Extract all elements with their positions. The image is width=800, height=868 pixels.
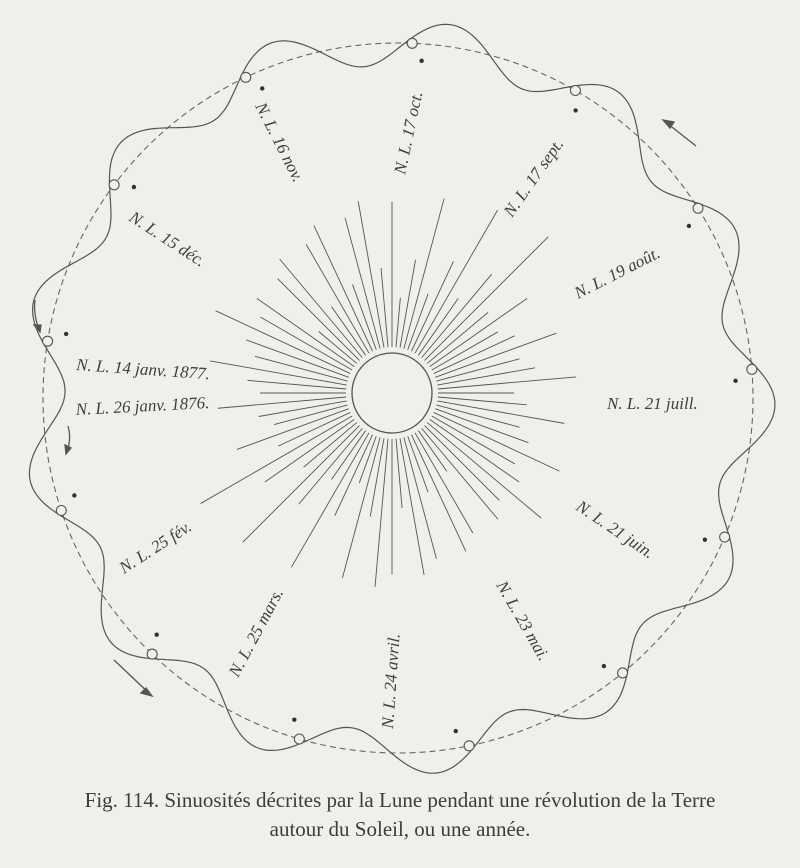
sun-ray bbox=[437, 401, 564, 423]
label-24-avril: N. L. 24 avril. bbox=[378, 632, 404, 730]
earth-position-marker bbox=[720, 532, 730, 542]
label-25-mars: N. L. 25 mars. bbox=[224, 585, 288, 680]
sun-ray bbox=[432, 416, 515, 464]
sun-ray bbox=[257, 298, 354, 366]
sun-ray bbox=[425, 237, 549, 361]
earth-position-marker bbox=[294, 734, 304, 744]
new-moon-dot bbox=[64, 332, 68, 336]
new-moon-dot bbox=[703, 537, 707, 541]
sun-ray bbox=[299, 428, 363, 504]
sun-ray bbox=[411, 435, 465, 552]
label-16-nov: N. L. 16 nov. bbox=[251, 99, 308, 185]
earth-position-marker bbox=[43, 336, 53, 346]
new-moon-dot bbox=[155, 633, 159, 637]
sun-ray bbox=[306, 244, 369, 353]
earth-position-marker bbox=[464, 741, 474, 751]
label-17-oct: N. L. 17 oct. bbox=[390, 89, 427, 176]
sun-ray bbox=[218, 397, 346, 408]
label-26-janv-1876: N. L. 26 janv. 1876. bbox=[75, 393, 210, 419]
label-19-aout: N. L. 19 août. bbox=[571, 243, 664, 303]
sun-ray bbox=[352, 284, 376, 349]
label-23-mai: N. L. 23 mai. bbox=[492, 577, 554, 664]
sun-ray bbox=[396, 298, 400, 348]
earth-position-marker bbox=[693, 203, 703, 213]
sun-ray bbox=[430, 419, 519, 482]
sun-ray bbox=[274, 405, 348, 425]
sun-ray bbox=[404, 437, 437, 558]
label-21-juill: N. L. 21 juill. bbox=[607, 394, 698, 413]
earth-position-marker bbox=[618, 668, 628, 678]
new-moon-dot bbox=[72, 493, 76, 497]
sun-ray bbox=[425, 426, 500, 501]
new-moon-dot bbox=[602, 664, 606, 668]
sun-ray bbox=[435, 333, 556, 377]
new-moon-dot bbox=[419, 59, 423, 63]
sun-ray bbox=[278, 279, 360, 361]
sun-ray bbox=[246, 340, 349, 377]
sun-ray bbox=[404, 199, 444, 349]
earth-position-marker bbox=[147, 649, 157, 659]
arrow-icon bbox=[141, 688, 152, 696]
sun-ray bbox=[331, 306, 365, 355]
sun-ray bbox=[427, 423, 541, 519]
sun-ray bbox=[331, 431, 365, 480]
sun-disc bbox=[352, 353, 432, 433]
new-moon-dot bbox=[132, 185, 136, 189]
sun-ray bbox=[400, 438, 424, 575]
sun-ray bbox=[396, 439, 402, 508]
earth-position-marker bbox=[56, 506, 66, 516]
sun-ray bbox=[319, 331, 357, 363]
sun-ray bbox=[422, 274, 492, 358]
label-25-fev: N. L. 25 fév. bbox=[115, 516, 195, 578]
label-17-sept: N. L. 17 sept. bbox=[499, 135, 568, 221]
sun-ray bbox=[418, 431, 447, 472]
sun-ray bbox=[243, 426, 360, 543]
arrow-icon bbox=[65, 445, 71, 454]
sun-ray bbox=[210, 361, 347, 385]
sun-ray bbox=[438, 377, 576, 389]
sun-ray bbox=[427, 312, 488, 363]
earth-position-marker bbox=[747, 364, 757, 374]
new-moon-dot bbox=[454, 729, 458, 733]
earth-position-marker bbox=[407, 38, 417, 48]
sun-ray bbox=[265, 419, 354, 482]
new-moon-dot bbox=[687, 224, 691, 228]
caption-line-1: Fig. 114. Sinuosités décrites par la Lune pendant une révolution de la Terre bbox=[84, 788, 716, 812]
figure-caption bbox=[0, 786, 800, 844]
label-14-janv-1877: N. L. 14 janv. 1877. bbox=[75, 355, 211, 384]
sun-ray bbox=[201, 416, 353, 504]
earth-position-marker bbox=[570, 86, 580, 96]
sun-ray bbox=[422, 428, 498, 519]
caption-line-2: autour du Soleil, ou une année. bbox=[269, 817, 531, 841]
sun-ray bbox=[375, 439, 388, 587]
sun-ray bbox=[358, 201, 384, 347]
new-moon-dot bbox=[573, 108, 577, 112]
sun-ray bbox=[434, 336, 515, 374]
sun-ray bbox=[291, 433, 369, 567]
new-moon-dot bbox=[260, 86, 264, 90]
new-moon-dot bbox=[733, 379, 737, 383]
earth-position-marker bbox=[109, 180, 119, 190]
label-15-dec: N. L. 15 déc. bbox=[125, 207, 210, 271]
sun-ray bbox=[430, 298, 527, 366]
label-21-juin: N. L. 21 juin. bbox=[572, 496, 658, 563]
sun-ray bbox=[247, 380, 346, 389]
sun-ray bbox=[335, 435, 373, 516]
sun-ray bbox=[415, 433, 473, 533]
earth-position-marker bbox=[241, 72, 251, 82]
sun-ray bbox=[437, 368, 535, 385]
new-moon-dot bbox=[292, 718, 296, 722]
